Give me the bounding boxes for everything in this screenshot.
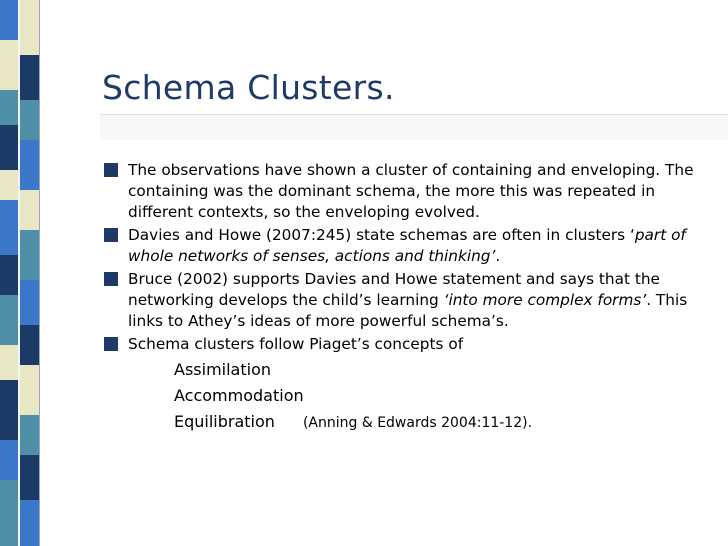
bullet-item	[104, 334, 704, 355]
concept-equilibration: Equilibration	[174, 412, 275, 431]
square-bullet-icon	[104, 272, 118, 286]
bullet-text-end: .	[495, 247, 501, 265]
bullet-item	[104, 269, 704, 332]
bullet-text: The observations have shown a cluster of containing and enveloping. The containing was the dominant schema, the more this was repeated in different contexts, so the enveloping evolved.	[128, 161, 694, 221]
concept-accommodation: Accommodation	[174, 386, 304, 405]
slide-body	[104, 160, 704, 436]
decorative-left-strip	[0, 0, 40, 546]
bullet-text-end: . This links to Athey’s ideas of more powerful schema’s.	[128, 291, 688, 330]
concept-equilibration-row	[104, 409, 704, 436]
bullet-text: Davies and Howe (2007:245) state schemas are often in clusters ‘	[128, 226, 635, 244]
bullet-quote: ‘into more complex forms’	[443, 291, 647, 309]
bullet-item	[104, 225, 704, 267]
reference-citation: (Anning & Edwards 2004:11-12).	[302, 415, 533, 431]
bullet-text: Bruce (2002) supports Davies and Howe statement and says that the networking develops the child’s learning	[128, 270, 660, 309]
concept-assimilation: Assimilation	[174, 360, 271, 379]
bullet-quote: part of whole networks of senses, actions and thinking’	[128, 226, 686, 265]
square-bullet-icon	[104, 228, 118, 242]
slide-title: Schema Clusters.	[102, 68, 395, 107]
bullet-text: Schema clusters follow Piaget’s concepts of	[128, 335, 464, 353]
square-bullet-icon	[104, 337, 118, 351]
title-underline	[100, 114, 728, 140]
bullet-item	[104, 160, 704, 223]
square-bullet-icon	[104, 163, 118, 177]
